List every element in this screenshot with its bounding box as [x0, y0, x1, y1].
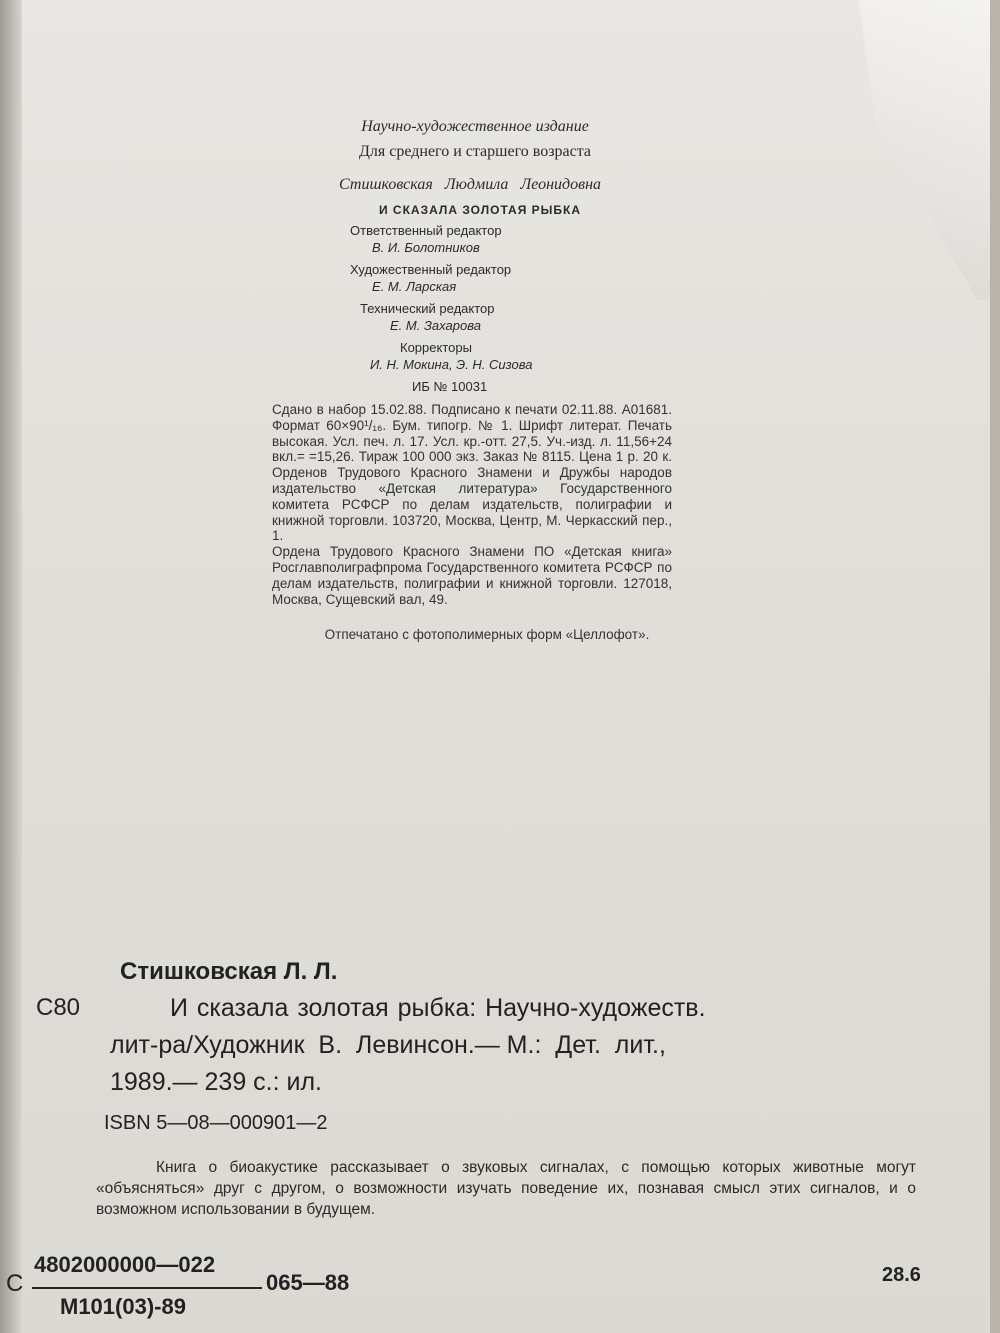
audience-label: Для среднего и старшего возраста	[358, 143, 591, 160]
credit-role: Художественный редактор	[350, 262, 512, 277]
imprint-block	[272, 402, 672, 643]
imprint-paragraph: Ордена Трудового Красного Знамени ПО «Детская книга» Росглавполиграфпрома Государственного комитета РСФСР по делам издательств, полиграфии и книжной торговли. 127018, Москва, Сущевский вал, 49.	[272, 544, 672, 607]
ib-number: ИБ № 10031	[412, 379, 488, 394]
credit-name: Е. М. Ларская	[372, 278, 457, 294]
catalog-author: Стишковская Л. Л.	[120, 958, 338, 985]
book-title: И СКАЗАЛА ЗОЛОТАЯ РЫБКА	[378, 203, 582, 217]
index-denominator: М101(03)-89	[60, 1294, 186, 1319]
genre-label: Научно-художественное издание	[361, 118, 589, 135]
index-suffix: 065—88	[266, 1270, 350, 1295]
credit-name: И. Н. Мокина, Э. Н. Сизова	[370, 356, 533, 372]
catalog-code: С80	[36, 994, 81, 1021]
credits-block	[350, 223, 610, 396]
fraction-line	[32, 1287, 262, 1289]
facing-page-corner	[830, 0, 990, 300]
catalog-title-line: 1989.— 239 с.: ил.	[110, 1068, 322, 1096]
catalog-title-line: И сказала золотая рыбка: Научно-художеств.	[170, 994, 706, 1022]
author-full-name: Стишковская Людмила Леонидовна	[339, 176, 601, 193]
credit-name: Е. М. Захарова	[390, 317, 481, 333]
index-numerator: 4802000000—022	[34, 1252, 216, 1277]
catalog-isbn: ISBN 5—08—000901—2	[104, 1112, 328, 1134]
imprint-paragraph: Сдано в набор 15.02.88. Подписано к печати 02.11.88. А01681. Формат 60×90¹/₁₆. Бум. типогр. № 1. Шрифт литерат. Печать высокая. Усл. печ. л. 17. Усл. кр.-отт. 27,5. Уч.-изд. л. 11,56+24 вкл.= =15,26. Тираж 100 000 экз. Заказ № 8115. Цена 1 р. 20 к. Орденов Трудового Красного Знамени и Дружбы народов издательство «Детская литература» Государственного комитета РСФСР по делам издательств, полиграфии и книжной торговли. 103720, Москва, Центр, М. Черкасский пер., 1.	[272, 402, 672, 544]
book-annotation: Книга о биоакустике рассказывает о звуковых сигналах, с помощью которых животные могут «объясняться» друг с другом, о возможности изучать поведение их, познавая смысл этих сигналов, и о возможном использовании в будущем.	[96, 1159, 916, 1218]
index-letter: С	[6, 1270, 24, 1297]
classification-code: 28.6	[882, 1264, 921, 1286]
page-edge-shadow	[0, 0, 22, 1333]
printed-note: Отпечатано с фотополимерных форм «Целлофот».	[324, 627, 650, 643]
credit-role: Технический редактор	[360, 301, 495, 316]
credit-role: Корректоры	[400, 340, 472, 355]
catalog-title-line: лит-ра/Художник В. Левинсон.— М.: Дет. лит.,	[110, 1031, 666, 1059]
credit-name: В. И. Болотников	[372, 239, 480, 255]
credit-role: Ответственный редактор	[350, 223, 502, 238]
